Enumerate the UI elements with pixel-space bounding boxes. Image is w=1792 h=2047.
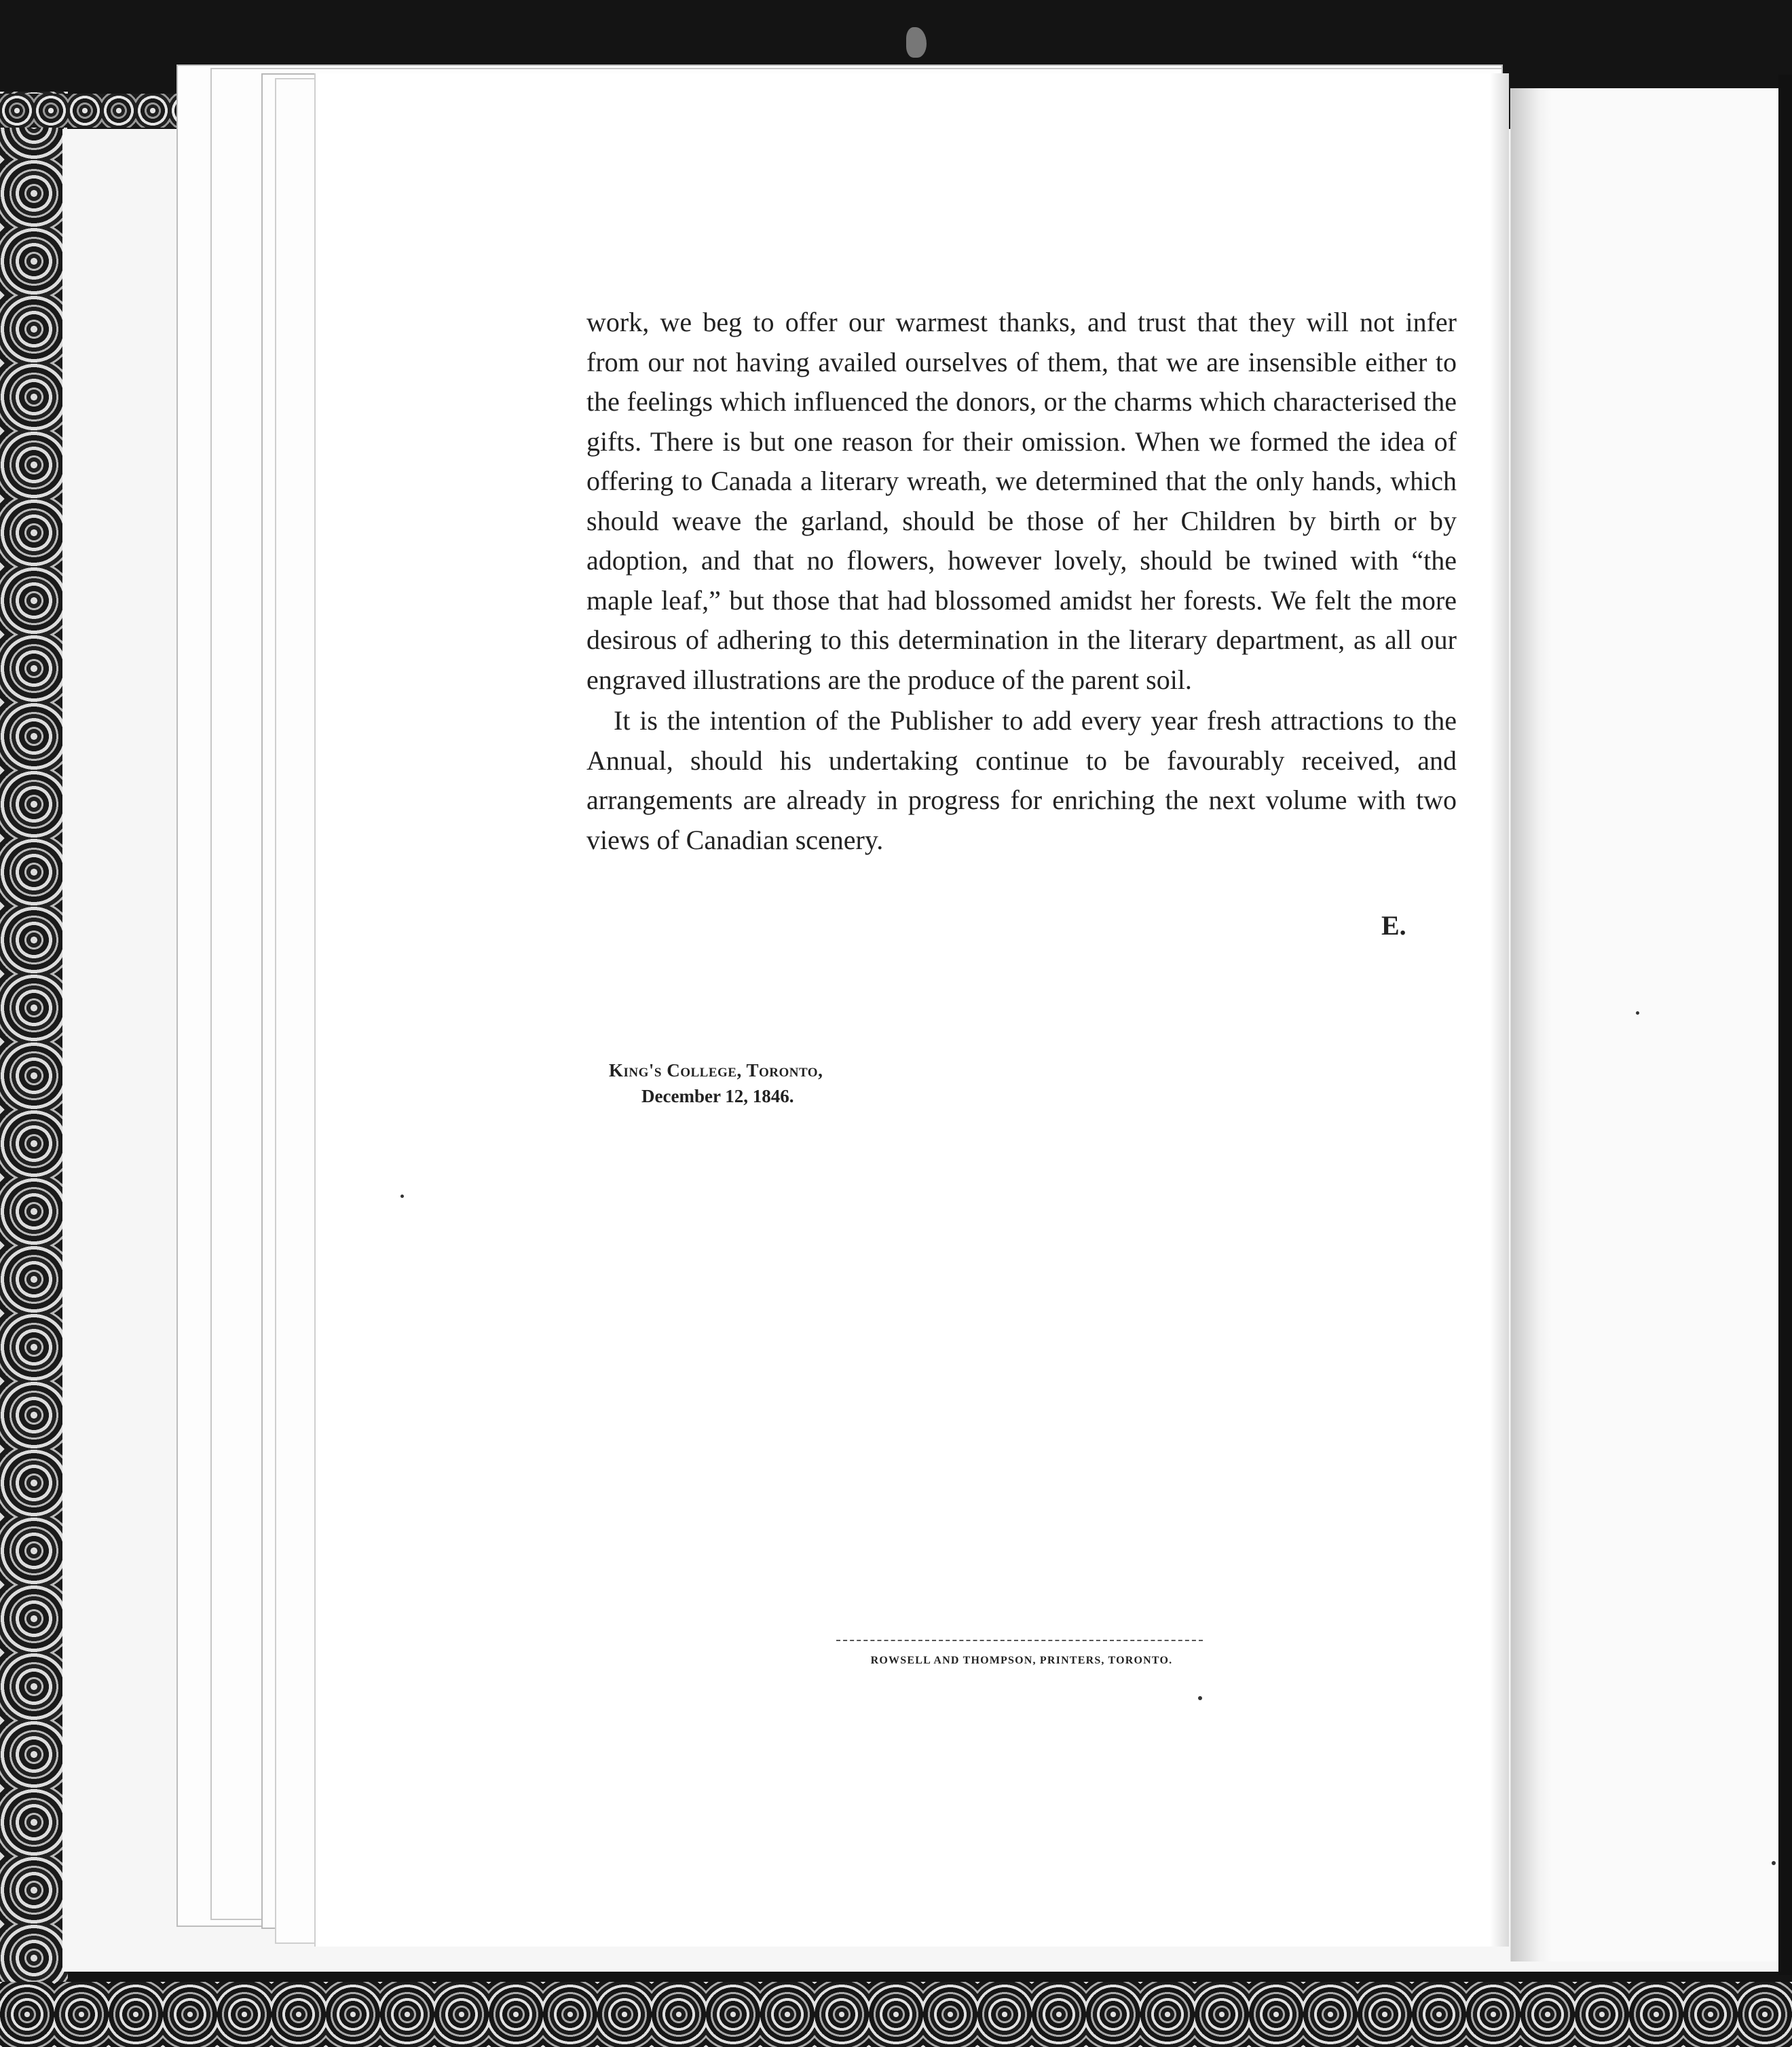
- speck: [400, 1195, 404, 1198]
- paragraph: It is the intention of the Publisher to add every year fresh attractions to the Annual, should his undertaking continue to be favourably received, and arrangements are already in progress for enriching the next volume with two views of Canadian scenery.: [586, 705, 1457, 855]
- scan-edge: [1778, 75, 1792, 1975]
- dateline: [609, 1057, 894, 1109]
- signature-initial: E.: [1381, 910, 1406, 941]
- body-text: [586, 303, 1457, 860]
- printer-rule: [836, 1640, 1203, 1641]
- ornate-cover-border-left: [0, 92, 68, 2047]
- paragraph: work, we beg to offer our warmest thanks, and trust that they will not infer from our not having availed ourselves of them, that we are insensible either to the feelings which influenced the donors, or the charms which characterised the gifts. There is but one reason for their omission. When we formed the idea of offering to Canada a literary wreath, we determined that the only hands, which should weave the garland, should be those of her Children by birth or by adoption, and that no flowers, however lovely, should be twined with “the maple leaf,” but those that had blossomed amidst her forests. We felt the more desirous of adhering to this determination in the literary department, as all our engraved illustrations are the produce of the parent soil.: [586, 307, 1457, 695]
- facing-blank-page: [1510, 88, 1792, 1961]
- speck: [1772, 1861, 1776, 1865]
- scan-artifact: [906, 27, 927, 58]
- speck: [1198, 1696, 1202, 1700]
- ornate-cover-border-bottom: [0, 1982, 1792, 2047]
- printer-imprint: ROWSELL AND THOMPSON, PRINTERS, TORONTO.: [870, 1655, 1173, 1666]
- printed-page: [314, 73, 1509, 1947]
- speck: [1636, 1011, 1639, 1015]
- place-line: King's College, Toronto,: [609, 1060, 823, 1081]
- date-line: December 12, 1846.: [641, 1086, 794, 1106]
